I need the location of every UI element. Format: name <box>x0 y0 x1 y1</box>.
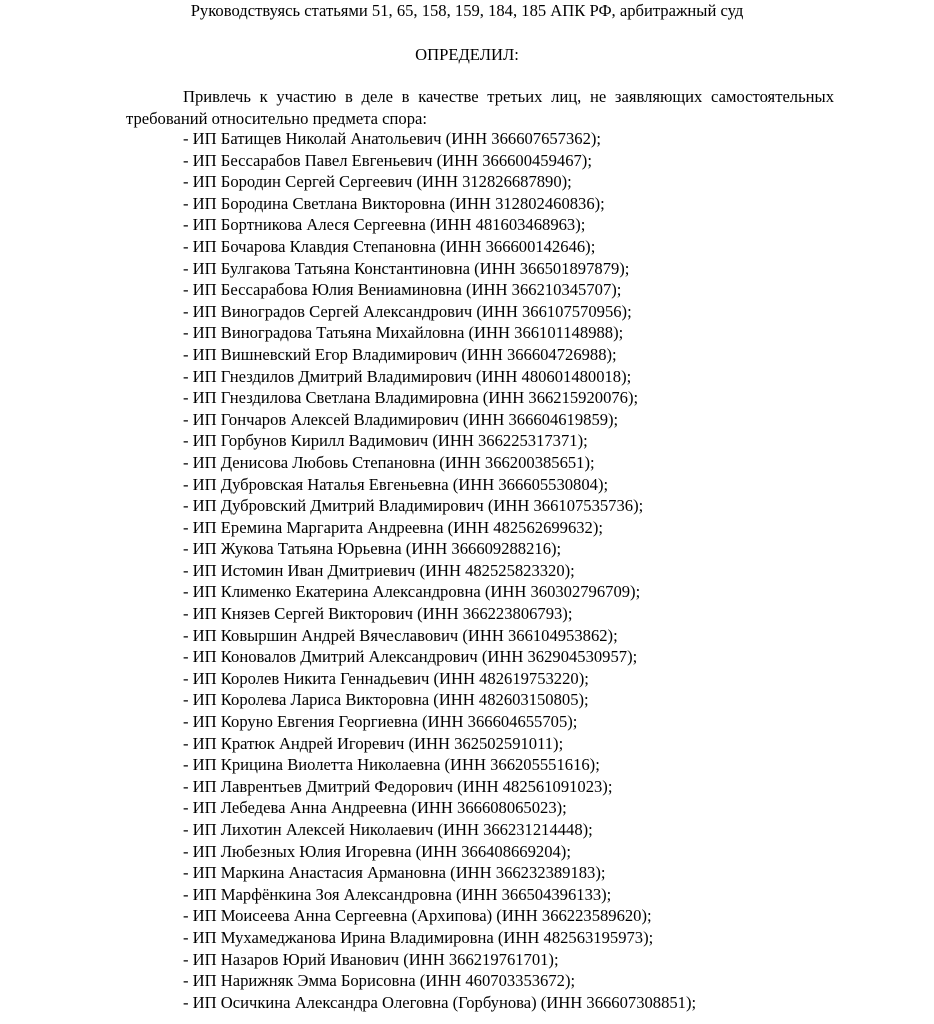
list-item: - ИП Моисеева Анна Сергеевна (Архипова) (ИНН 366223589620); <box>183 906 652 926</box>
list-item: - ИП Дубровская Наталья Евгеньевна (ИНН 366605530804); <box>183 474 609 494</box>
list-item: - ИП Виноградова Татьяна Михайловна (ИНН 366101148988); <box>183 323 624 343</box>
list-item: - ИП Коновалов Дмитрий Александрович (ИНН 362904530957); <box>183 647 638 667</box>
list-item: - ИП Батищев Николай Анатольевич (ИНН 366607657362); <box>183 129 602 148</box>
list-item: - ИП Бородина Светлана Викторовна (ИНН 312802460836); <box>183 193 605 213</box>
list-item: - ИП Бочарова Клавдия Степановна (ИНН 366600142646); <box>183 236 596 256</box>
list-item: - ИП Жукова Татьяна Юрьевна (ИНН 366609288216); <box>183 539 562 559</box>
list-item: - ИП Бортникова Алеся Сергеевна (ИНН 481603468963); <box>183 215 586 235</box>
list-item: - ИП Осичкина Александра Олеговна (Горбунова) (ИНН 366607308851); <box>183 992 697 1012</box>
list-item: - ИП Назаров Юрий Иванович (ИНН 366219761701); <box>183 949 559 969</box>
list-item: - ИП Королев Никита Геннадьевич (ИНН 482619753220); <box>183 668 589 688</box>
list-item: - ИП Еремина Маргарита Андреевна (ИНН 482562699632); <box>183 517 603 537</box>
list-item: - ИП Дубровский Дмитрий Владимирович (ИНН 366107535736); <box>183 496 644 516</box>
list-item: - ИП Коруно Евгения Георгиевна (ИНН 366604655705); <box>183 712 578 732</box>
third-party-list <box>183 128 696 1013</box>
list-item: - ИП Булгакова Татьяна Константиновна (ИНН 366501897879); <box>183 258 630 278</box>
list-item: - ИП Гнездилова Светлана Владимировна (ИНН 366215920076); <box>183 388 639 408</box>
list-item: - ИП Гончаров Алексей Владимирович (ИНН 366604619859); <box>183 409 619 429</box>
list-item: - ИП Князев Сергей Викторович (ИНН 366223806793); <box>183 604 573 624</box>
list-item: - ИП Бессарабов Павел Евгеньевич (ИНН 366600459467); <box>183 150 592 170</box>
list-item: - ИП Марфёнкина Зоя Александровна (ИНН 366504396133); <box>183 884 612 904</box>
list-item: - ИП Крицина Виолетта Николаевна (ИНН 366205551616); <box>183 755 600 775</box>
list-item: - ИП Маркина Анастасия Армановна (ИНН 366232389183); <box>183 863 606 883</box>
list-item: - ИП Вишневский Егор Владимирович (ИНН 366604726988); <box>183 344 617 364</box>
list-item: - ИП Лаврентьев Дмитрий Федорович (ИНН 482561091023); <box>183 776 613 796</box>
ruling-paragraph: Привлечь к участию в деле в качестве третьих лиц, не заявляющих самостоятельных требований относительно предмета спора: <box>126 87 834 128</box>
list-item: - ИП Бородин Сергей Сергеевич (ИНН 312826687890); <box>183 172 572 192</box>
list-item: - ИП Бессарабова Юлия Вениаминовна (ИНН 366210345707); <box>183 280 622 300</box>
list-item: - ИП Горбунов Кирилл Вадимович (ИНН 366225317371); <box>183 431 588 451</box>
list-item: - ИП Мухамеджанова Ирина Владимировна (ИНН 482563195973); <box>183 927 654 947</box>
list-item: - ИП Ковыршин Андрей Вячеславович (ИНН 366104953862); <box>183 625 618 645</box>
list-item: - ИП Нарижняк Эмма Борисовна (ИНН 460703353672); <box>183 971 576 991</box>
list-item: - ИП Королева Лариса Викторовна (ИНН 482603150805); <box>183 690 589 710</box>
list-item: - ИП Гнездилов Дмитрий Владимирович (ИНН 480601480018); <box>183 366 632 386</box>
list-item: - ИП Истомин Иван Дмитриевич (ИНН 482525823320); <box>183 560 575 580</box>
list-item: - ИП Виноградов Сергей Александрович (ИНН 366107570956); <box>183 301 632 321</box>
list-item: - ИП Лебедева Анна Андреевна (ИНН 366608065023); <box>183 798 567 818</box>
list-item: - ИП Денисова Любовь Степановна (ИНН 366200385651); <box>183 452 595 472</box>
intro-text: Руководствуясь статьями 51, 65, 158, 159, 184, 185 АПК РФ, арбитражный суд <box>190 1 744 20</box>
ruling-heading: ОПРЕДЕЛИЛ: <box>415 45 519 64</box>
list-item: - ИП Кратюк Андрей Игоревич (ИНН 362502591011); <box>183 733 564 753</box>
list-item: - ИП Любезных Юлия Игоревна (ИНН 366408669204); <box>183 841 571 861</box>
list-item: - ИП Клименко Екатерина Александровна (ИНН 360302796709); <box>183 582 641 602</box>
list-item: - ИП Лихотин Алексей Николаевич (ИНН 366231214448); <box>183 820 593 839</box>
